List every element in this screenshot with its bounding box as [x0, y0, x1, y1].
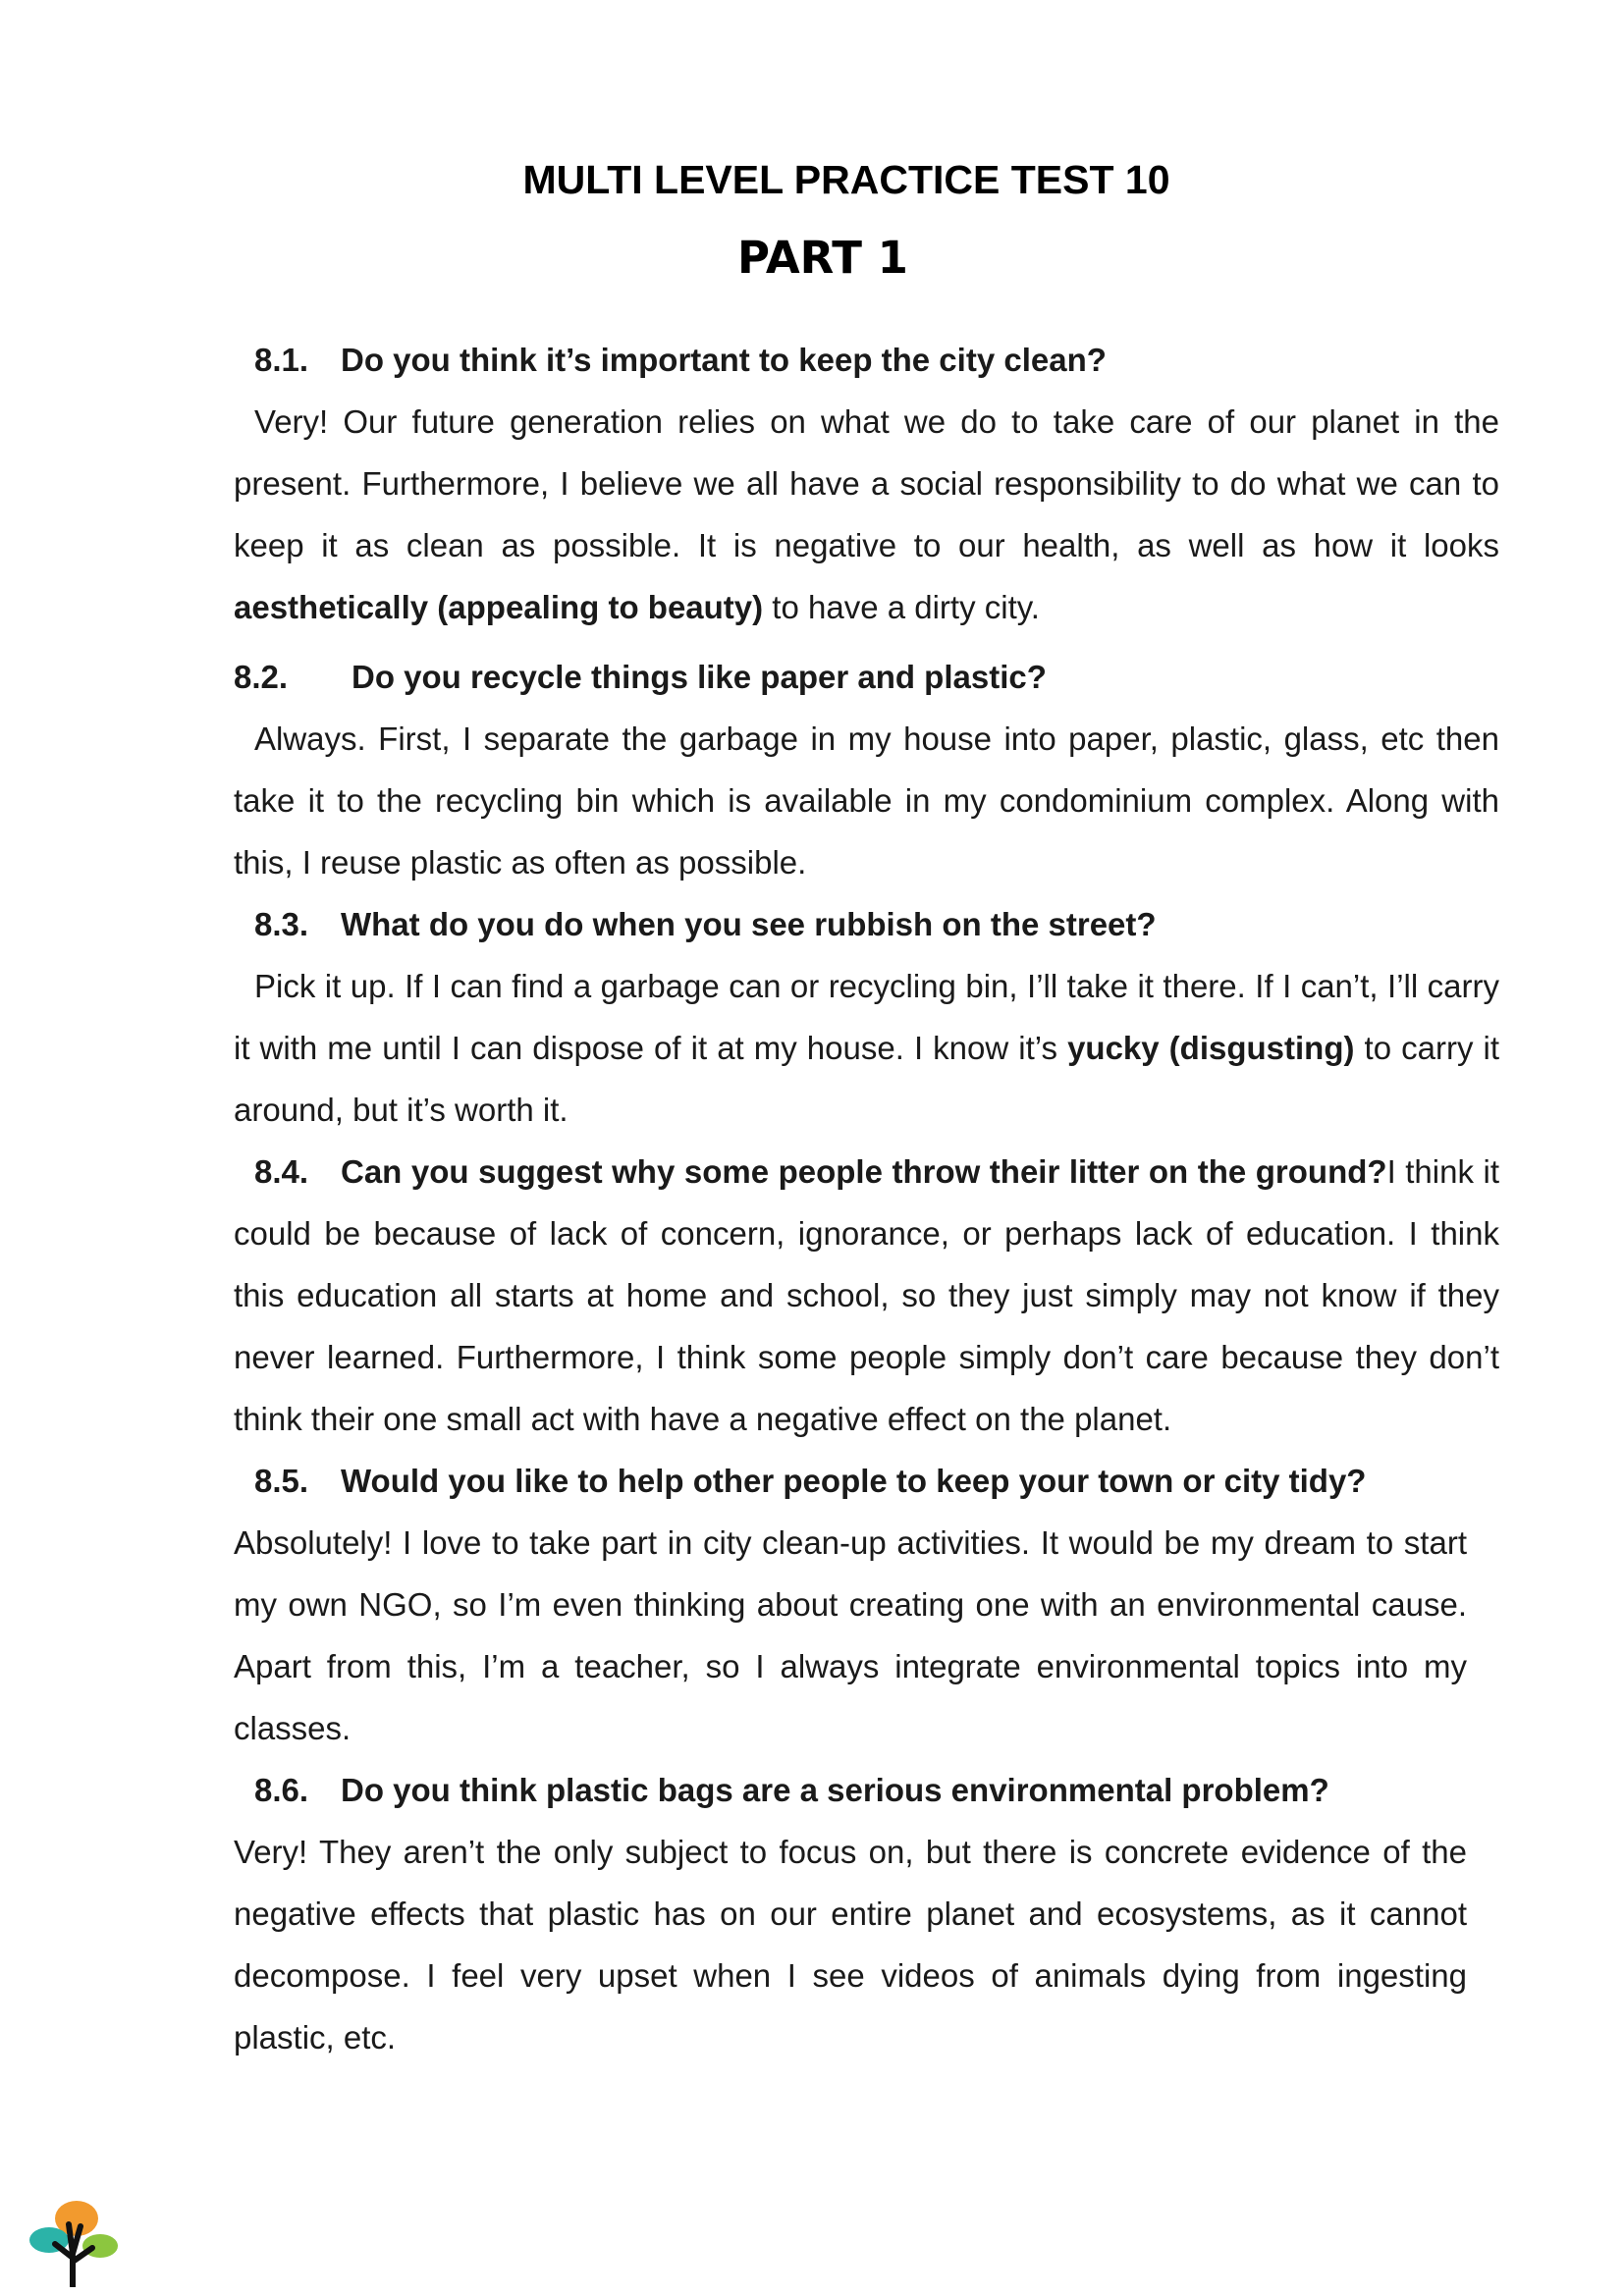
- vocabulary-highlight: yucky (disgusting): [1067, 1030, 1355, 1066]
- question-text: What do you do when you see rubbish on the street?: [341, 906, 1157, 942]
- question-number: 8.3.: [254, 906, 309, 942]
- question-8-6: [234, 1759, 1499, 1821]
- document-title: MULTI LEVEL PRACTICE TEST 10: [522, 157, 1170, 202]
- question-text: Do you recycle things like paper and plastic?: [352, 659, 1047, 695]
- question-number: 8.5.: [254, 1463, 309, 1499]
- tree-icon: [26, 2197, 120, 2287]
- question-8-4: [254, 1153, 1387, 1190]
- vocabulary-highlight: aesthetically (appealing to beauty): [234, 589, 764, 625]
- question-8-5: [234, 1450, 1499, 1512]
- qa-8-4: [234, 1141, 1499, 1450]
- question-text: Do you think plastic bags are a serious environmental problem?: [341, 1772, 1329, 1808]
- question-number: 8.6.: [254, 1772, 309, 1808]
- part-heading: PART 1: [737, 232, 908, 284]
- question-8-3: [234, 893, 1499, 955]
- tree-logo: [26, 2197, 120, 2287]
- answer-8-4: I think it could be because of lack of concern, ignorance, or perhaps lack of education. I think this education all starts at home and school, so they just simply may not know if they never learned. Furthermore, I think some people simply don’t care because they don’t think their one small act with have a negative effect on the planet.: [234, 1153, 1499, 1437]
- question-text: Can you suggest why some people throw their litter on the ground?: [341, 1153, 1387, 1190]
- question-8-1: [234, 329, 1499, 391]
- question-number: 8.1.: [254, 342, 309, 378]
- answer-8-2: Always. First, I separate the garbage in my house into paper, plastic, glass, etc then take it to the recycling bin which is available in my condominium complex. Along with this, I reuse plastic as often as possible.: [234, 721, 1499, 881]
- question-text: Would you like to help other people to keep your town or city tidy?: [341, 1463, 1367, 1499]
- answer-8-5: Absolutely! I love to take part in city clean-up activities. It would be my dream to start my own NGO, so I’m even thinking about creating one with an environmental cause. Apart from this, I’m a teacher, so I always integrate environmental topics into my classes.: [234, 1524, 1467, 1746]
- question-8-2: [234, 646, 1499, 708]
- question-number: 8.4.: [254, 1153, 309, 1190]
- question-text: Do you think it’s important to keep the city clean?: [341, 342, 1107, 378]
- answer-8-6: Very! They aren’t the only subject to focus on, but there is concrete evidence of the negative effects that plastic has on our entire planet and ecosystems, as it cannot decompose. I feel very upset when I see videos of animals dying from ingesting plastic, etc.: [234, 1834, 1467, 2056]
- questions-section: [234, 329, 1499, 2068]
- answer-8-1: Very! Our future generation relies on what we do to take care of our planet in the present. Furthermore, I believe we all have a social responsibility to do what we can to keep it as clean as possible. It is negative to our health, as well as how it looks aesthetically (appealing to beauty) to have a dirty city.: [234, 403, 1499, 625]
- answer-8-3: Pick it up. If I can find a garbage can or recycling bin, I’ll take it there. If I can’t, I’ll carry it with me until I can dispose of it at my house. I know it’s yucky (disgusting) to carry it around, but it’s worth it.: [234, 968, 1500, 1128]
- question-number: 8.2.: [234, 659, 289, 695]
